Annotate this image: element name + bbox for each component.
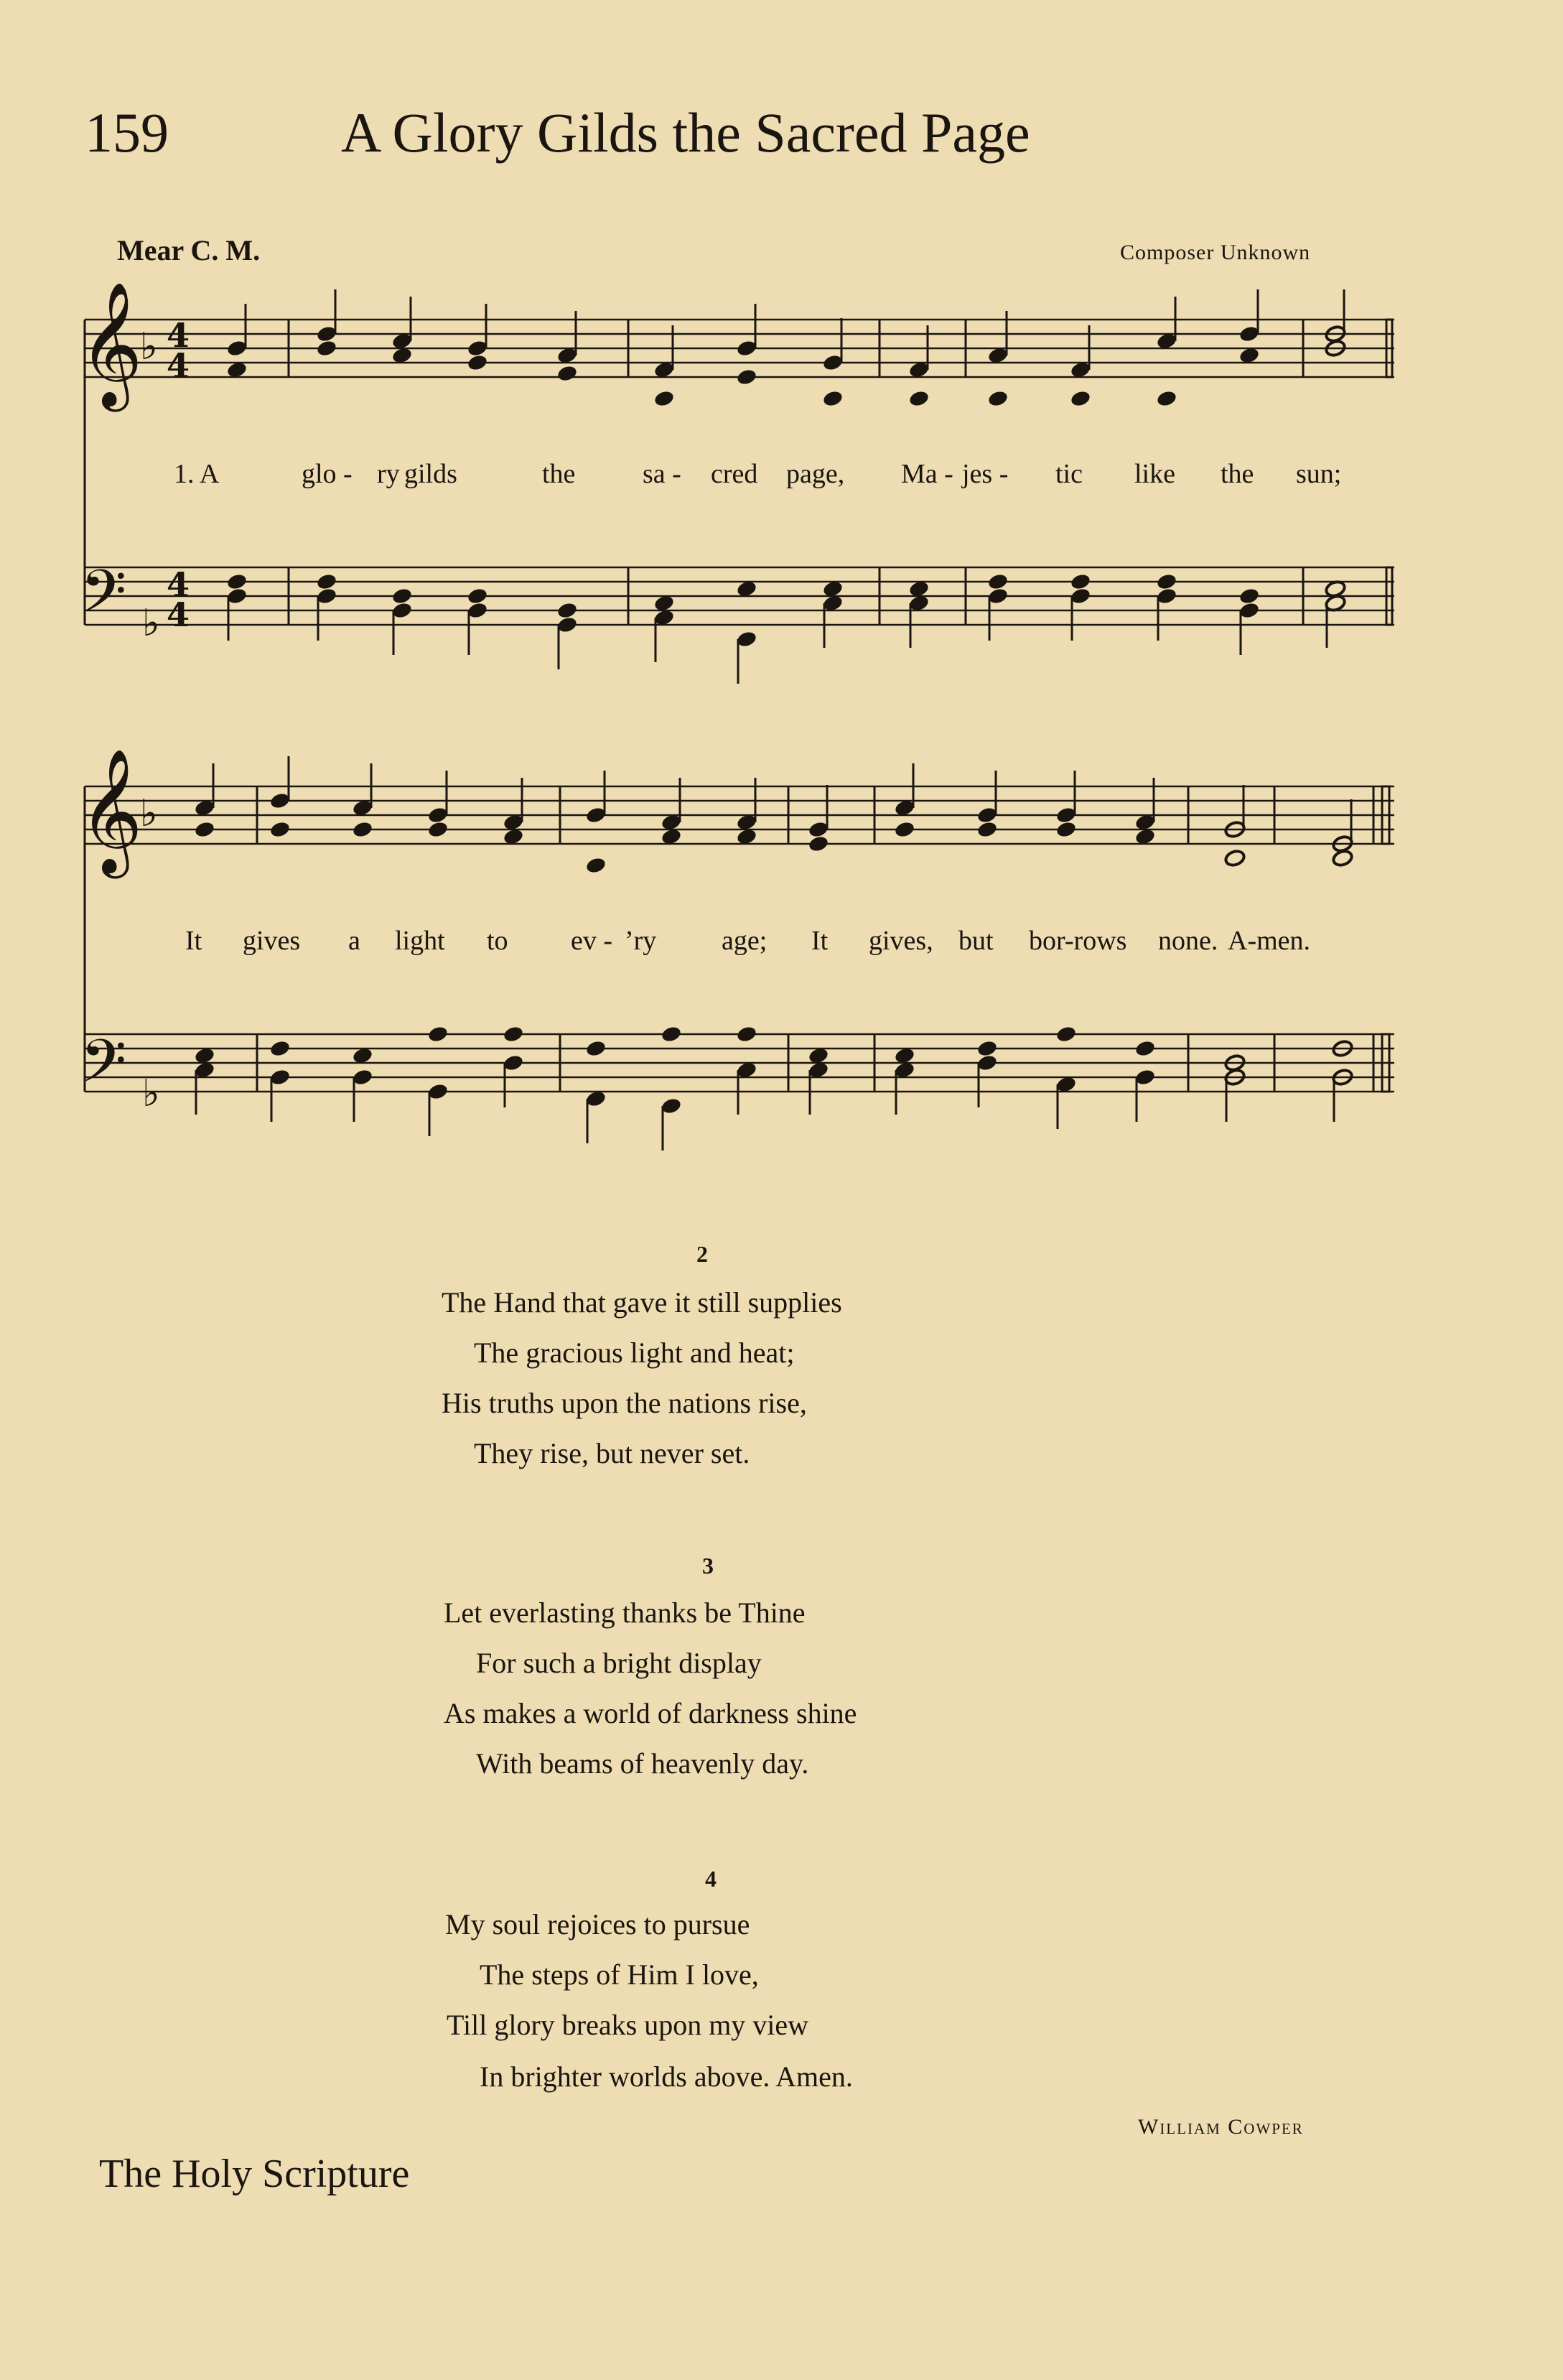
verse-line: The Hand that gave it still supplies — [442, 1286, 842, 1319]
verse-number: 4 — [705, 1866, 717, 1892]
note-head — [352, 820, 374, 839]
verse-line: His truths upon the nations rise, — [442, 1387, 807, 1419]
note-head — [1332, 849, 1354, 868]
hymn-title: A Glory Gilds the Sacred Page — [341, 101, 1030, 164]
lyric-syllable: tic — [1055, 459, 1083, 489]
verse-line: Till glory breaks upon my view — [447, 2009, 809, 2041]
lyric-syllable: page, — [786, 459, 845, 489]
flat-icon: ♭ — [142, 602, 160, 645]
lyric-syllable: to — [487, 926, 508, 956]
composer-credit: Composer Unknown — [1120, 241, 1311, 264]
note-head — [585, 856, 607, 875]
note-head — [1070, 572, 1092, 591]
lyric-syllable: gives, — [869, 926, 933, 956]
verse-line: As makes a world of darkness shine — [444, 1697, 857, 1729]
verse-line: Let everlasting thanks be Thine — [444, 1596, 806, 1629]
hymn-number: 159 — [85, 101, 169, 164]
clefs — [79, 282, 190, 1115]
note-head — [661, 1025, 683, 1043]
time-signature-top: 4 — [167, 316, 190, 355]
lyric-syllable: 1. A — [174, 459, 220, 489]
lyric-syllable: sun; — [1296, 459, 1342, 489]
treble-clef-icon: 𝄞 — [79, 748, 143, 873]
note-head — [976, 1039, 999, 1058]
note-head — [1070, 389, 1092, 408]
lyric-syllable: It — [185, 926, 202, 956]
lyric-syllable: like — [1134, 459, 1175, 489]
lyric-syllable: glo - — [302, 459, 353, 489]
verse-line: With beams of heavenly day. — [476, 1747, 809, 1780]
note-head — [987, 389, 1009, 408]
note-head — [1134, 1039, 1157, 1058]
note-head — [808, 835, 830, 853]
lyric-syllable: ev - — [571, 926, 613, 956]
note-head — [1055, 1025, 1078, 1043]
lyric-syllable: ’ry — [625, 926, 657, 956]
lyric-syllable: A-men. — [1228, 926, 1311, 956]
author-credit: William Cowper — [1138, 2115, 1304, 2139]
lyric-syllable: age; — [722, 926, 767, 956]
note-head — [987, 572, 1009, 591]
note-head — [316, 572, 338, 591]
lyric-syllable: sa - — [643, 459, 681, 489]
verse-line: For such a bright display — [476, 1647, 762, 1679]
note-head — [269, 820, 291, 839]
note-head — [427, 820, 449, 839]
note-head — [585, 1039, 607, 1058]
treble-clef-icon: 𝄞 — [79, 282, 143, 406]
note-head — [908, 389, 930, 408]
note-head — [822, 389, 844, 408]
verse-line: My soul rejoices to pursue — [445, 1908, 750, 1940]
note-head — [316, 339, 338, 358]
bass-clef-icon: 𝄢 — [80, 1026, 127, 1110]
lyric-syllable: bor-rows — [1029, 926, 1127, 956]
time-signature-bottom: 4 — [167, 346, 190, 385]
tune-name: Mear C. M. — [117, 234, 261, 266]
lyric-syllable: none. — [1158, 926, 1218, 956]
lyric-syllable: Ma - — [901, 459, 953, 489]
note-head — [1156, 572, 1178, 591]
lyric-syllable: the — [1221, 459, 1254, 489]
section-footer: The Holy Scripture — [99, 2152, 410, 2196]
note-head — [1055, 820, 1078, 839]
note-head — [467, 353, 489, 372]
lyric-syllable: light — [395, 926, 445, 956]
note-head — [653, 389, 676, 408]
bar-lines — [85, 320, 1392, 1092]
note-head — [556, 601, 579, 620]
time-signature-bottom: 4 — [167, 595, 190, 634]
flat-icon: ♭ — [142, 1072, 160, 1115]
lyric-syllable: the — [542, 459, 576, 489]
note-head — [269, 1039, 291, 1058]
verse-number: 3 — [702, 1553, 714, 1579]
bass-clef-icon: 𝄢 — [80, 557, 127, 641]
note-head — [467, 587, 489, 605]
lyric-syllable: gilds — [404, 459, 457, 489]
note-heads — [194, 289, 1354, 1151]
lyric-syllable: ry — [377, 459, 400, 489]
note-head — [391, 587, 414, 605]
lyric-syllable: but — [958, 926, 994, 956]
note-head — [427, 1025, 449, 1043]
note-head — [1238, 587, 1261, 605]
note-head — [1224, 849, 1246, 868]
verse-line: In brighter worlds above. Amen. — [480, 2060, 853, 2093]
note-head — [556, 364, 579, 383]
staff-lines — [85, 320, 1394, 1092]
note-head — [894, 820, 916, 839]
verse-line: The gracious light and heat; — [474, 1337, 795, 1369]
lyric-syllable: It — [811, 926, 829, 956]
note-head — [976, 820, 999, 839]
lyric-syllable: gives — [243, 926, 301, 956]
note-head — [503, 1025, 525, 1043]
lyric-syllable: cred — [711, 459, 758, 489]
lyric-syllable: jes - — [962, 459, 1009, 489]
verse-line: The steps of Him I love, — [480, 1958, 759, 1991]
lyric-syllable: a — [348, 926, 360, 956]
verse-number: 2 — [696, 1241, 708, 1267]
note-head — [736, 368, 758, 386]
note-head — [194, 820, 216, 839]
note-head — [226, 572, 248, 591]
flat-icon: ♭ — [140, 325, 158, 368]
note-head — [1156, 389, 1178, 408]
note-head — [736, 1025, 758, 1043]
verse-line: They rise, but never set. — [474, 1437, 750, 1469]
time-signature-top: 4 — [167, 565, 190, 604]
flat-icon: ♭ — [140, 792, 158, 835]
